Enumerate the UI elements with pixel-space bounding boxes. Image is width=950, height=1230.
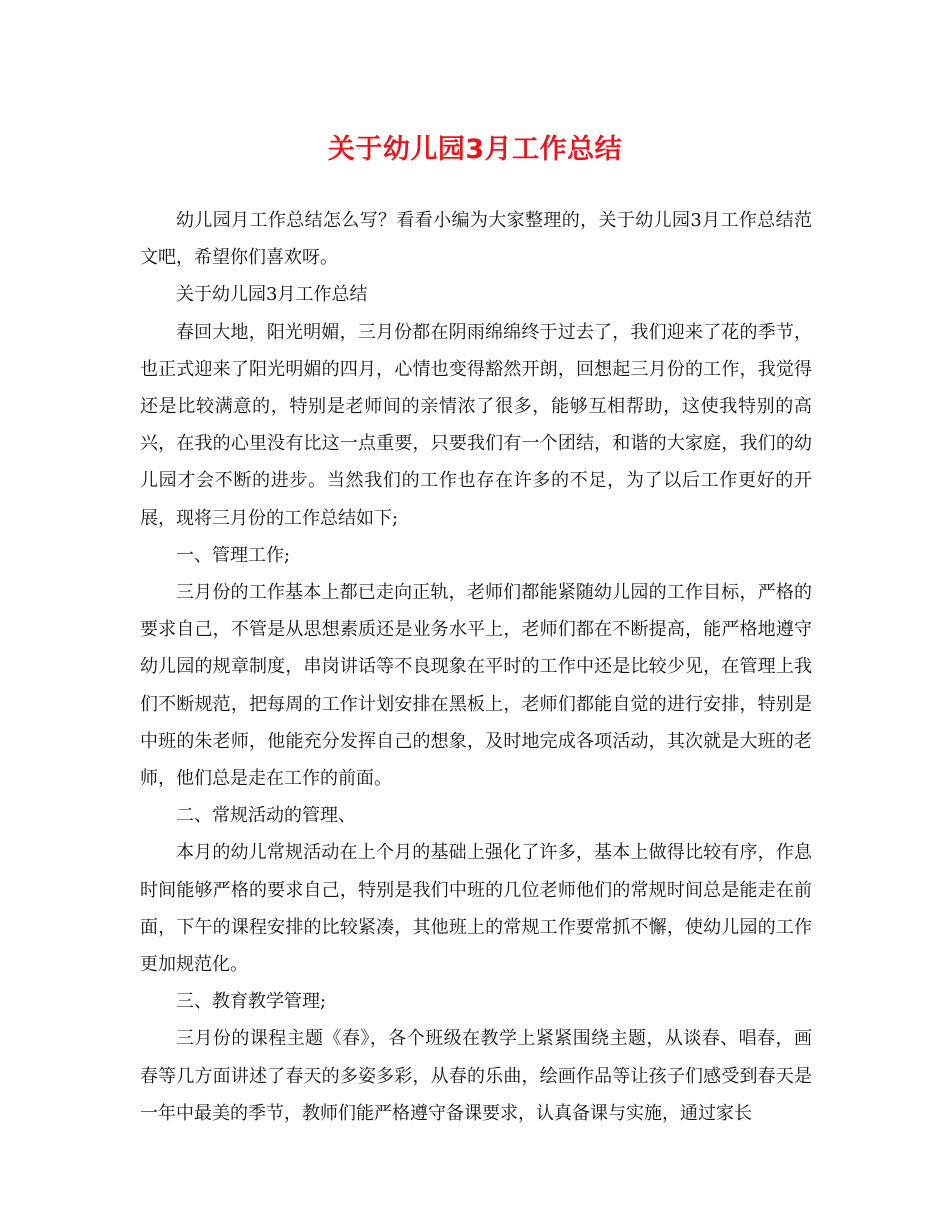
- paragraph-subtitle: 关于幼儿园3月工作总结: [176, 284, 368, 306]
- paragraph-routine: 本月的幼儿常规活动在上个月的基础上强化了许多，基本上做得比较有序，作息时间能够严格的要求自己，特别是我们中班的几位老师他们的常规时间总是能走在前面，下午的课程安排的比较紧凑，其他班上的常规工作要常抓不懈，使幼儿园的工作更加规范化。: [140, 842, 812, 976]
- paragraph-teaching: 三月份的课程主题《春》，各个班级在教学上紧紧围绕主题，从谈春、唱春，画春等几方面讲述了春天的多姿多彩，从春的乐曲，绘画作品等让孩子们感受到春天是一年中最美的季节，教师们能严格遵守备课要求，认真备课与实施，通过家长: [140, 1028, 812, 1124]
- section-heading-management: 一、管理工作;: [176, 544, 291, 566]
- section-heading-routine: 二、常规活动的管理、: [176, 805, 356, 827]
- paragraph-opening: 春回大地，阳光明媚，三月份都在阴雨绵绵终于过去了，我们迎来了花的季节，也正式迎来了阳光明媚的四月，心情也变得豁然开朗，回想起三月份的工作，我觉得还是比较满意的，特别是老师间的亲情浓了很多，能够互相帮助，这使我特别的高兴，在我的心里没有比这一点重要，只要我们有一个团结，和谐的大家庭，我们的幼儿园才会不断的进步。当然我们的工作也存在许多的不足，为了以后工作更好的开展，现将三月份的工作总结如下;: [140, 321, 812, 529]
- section-heading-teaching: 三、教育教学管理;: [176, 991, 327, 1013]
- document-body: [140, 202, 812, 1132]
- document-title: 关于幼儿园3月工作总结: [327, 134, 623, 165]
- paragraph-management: 三月份的工作基本上都已走向正轨，老师们都能紧随幼儿园的工作目标，严格的要求自己，不管是从思想素质还是业务水平上，老师们都在不断提高，能严格地遵守幼儿园的规章制度，串岗讲话等不良现象在平时的工作中还是比较少见，在管理上我们不断规范，把每周的工作计划安排在黑板上，老师们都能自觉的进行安排，特别是中班的朱老师，他能充分发挥自己的想象，及时地完成各项活动，其次就是大班的老师，他们总是走在工作的前面。: [140, 582, 812, 790]
- paragraph-intro: 幼儿园月工作总结怎么写？看看小编为大家整理的，关于幼儿园3月工作总结范文吧，希望你们喜欢呀。: [140, 210, 812, 269]
